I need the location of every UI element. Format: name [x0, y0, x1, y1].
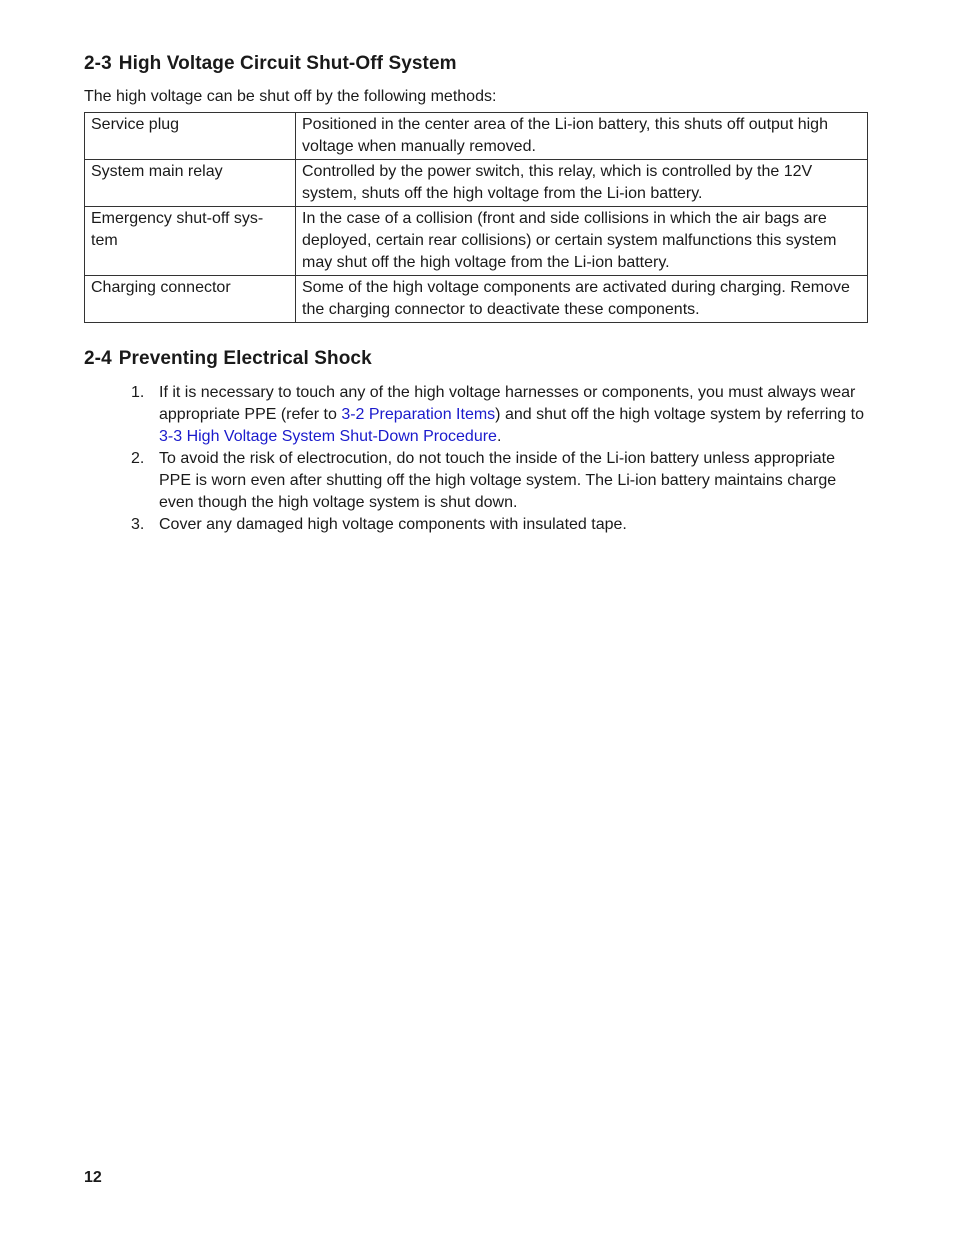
- list-marker: 3.: [131, 516, 145, 533]
- section-number: 2-3: [84, 53, 112, 74]
- method-name: System main relay: [85, 160, 296, 207]
- method-description: In the case of a collision (front and side collisions in which the air bags are deployed, certain rear collisions) or certain system malfunctions this system may shut off the high voltage from the Li-ion battery.: [296, 207, 868, 276]
- link-preparation-items[interactable]: 3-2 Preparation Items: [341, 406, 496, 423]
- link-shutdown-procedure[interactable]: 3-3 High Voltage System Shut-Down Procedure: [159, 428, 497, 445]
- step-text: Cover any damaged high voltage components with insulated tape.: [159, 516, 627, 533]
- method-name: Service plug: [85, 113, 296, 160]
- table-row: [85, 276, 868, 323]
- section-2-3-intro: The high voltage can be shut off by the following methods:: [84, 88, 497, 105]
- section-title: Preventing Electrical Shock: [118, 348, 372, 369]
- method-description: Controlled by the power switch, this relay, which is controlled by the 12V system, shuts off the high voltage from the Li-ion battery.: [296, 160, 868, 207]
- page-number: 12: [84, 1169, 102, 1186]
- section-2-4-heading: [84, 348, 372, 370]
- shock-prevention-steps: [84, 382, 868, 536]
- list-item: [84, 448, 868, 514]
- table-row: [85, 113, 868, 160]
- step-text: To avoid the risk of electrocution, do not touch the inside of the Li-ion battery unless appropriate PPE is worn even after shutting off the high voltage system. The Li-ion battery maintains charge even though the high voltage system is shut down.: [159, 450, 837, 511]
- section-2-3-heading: [84, 53, 457, 75]
- step-text: .: [496, 428, 502, 445]
- method-description: Positioned in the center area of the Li-ion battery, this shuts off output high voltage when manually removed.: [296, 113, 868, 160]
- table-row: [85, 160, 868, 207]
- table-row: [85, 207, 868, 276]
- method-name: Emergency shut-off sys-tem: [85, 207, 296, 276]
- list-item: [84, 382, 868, 448]
- list-item: [84, 514, 868, 536]
- method-name: Charging connector: [85, 276, 296, 323]
- list-marker: 1.: [131, 384, 145, 401]
- section-number: 2-4: [84, 348, 112, 369]
- method-description: Some of the high voltage components are activated during charging. Remove the charging connector to deactivate these components.: [296, 276, 868, 323]
- shutoff-methods-table: [84, 112, 868, 323]
- list-marker: 2.: [131, 450, 145, 467]
- section-title: High Voltage Circuit Shut-Off System: [118, 53, 457, 74]
- step-text: If it is necessary to touch any of the high voltage harnesses or components, you must always wear appropriate PPE (refer to: [159, 384, 856, 423]
- step-text: ) and shut off the high voltage system by referring to: [495, 406, 864, 423]
